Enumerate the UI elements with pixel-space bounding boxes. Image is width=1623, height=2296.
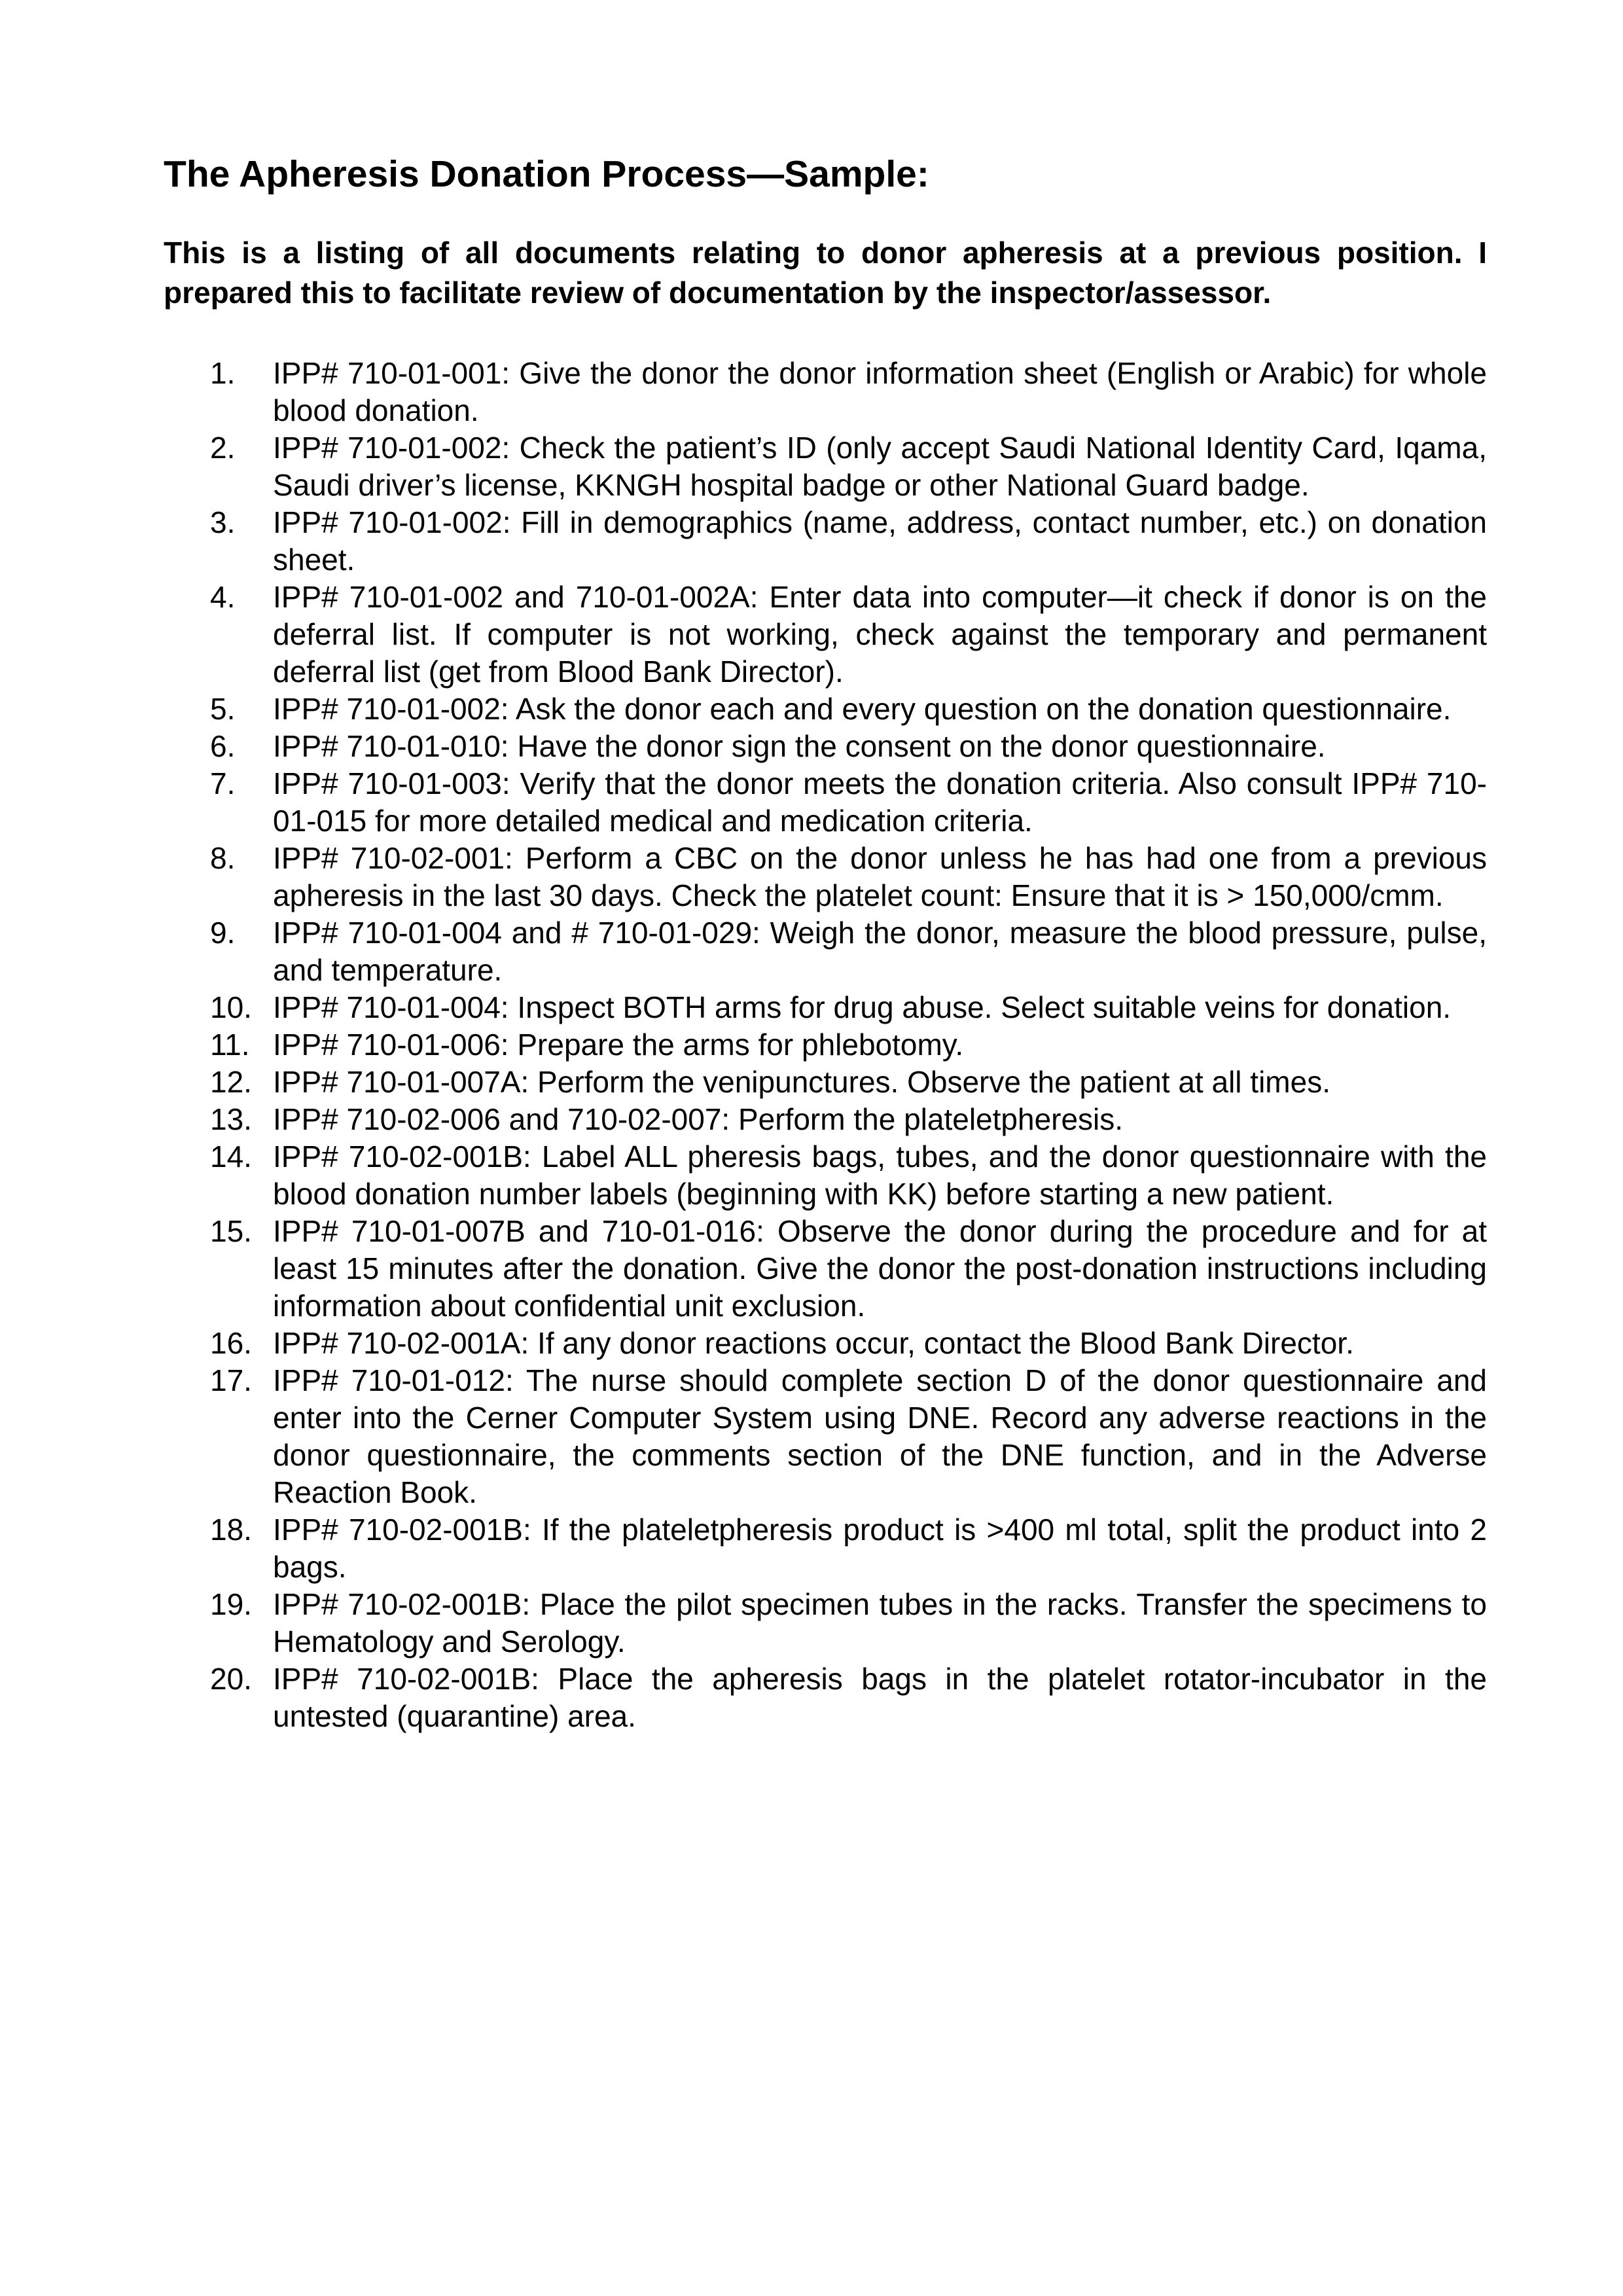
page-title: The Apheresis Donation Process—Sample: bbox=[164, 153, 929, 195]
list-item-text: IPP# 710-01-002: Fill in demographics (name, address, contact number, etc.) on donation sheet. bbox=[273, 505, 1487, 577]
list-item-text: IPP# 710-01-004: Inspect BOTH arms for drug abuse. Select suitable veins for donation. bbox=[273, 990, 1452, 1024]
list-item bbox=[210, 989, 1487, 1026]
list-item-number: 9. bbox=[210, 916, 236, 950]
list-item bbox=[210, 1101, 1487, 1138]
list-item-number: 13. bbox=[210, 1102, 252, 1136]
list-item-text: IPP# 710-01-007A: Perform the venipunctures. Observe the patient at all times. bbox=[273, 1065, 1330, 1099]
list-item bbox=[210, 840, 1487, 914]
list-item-text: IPP# 710-02-006 and 710-02-007: Perform the plateletpheresis. bbox=[273, 1102, 1124, 1136]
list-item bbox=[210, 765, 1487, 840]
list-item-text: IPP# 710-01-003: Verify that the donor meets the donation criteria. Also consult IPP# 710-01-015 for more detailed medical and medication criteria. bbox=[273, 766, 1487, 838]
list-item-text: IPP# 710-01-002: Check the patient’s ID (only accept Saudi National Identity Card, Iqama, Saudi driver’s license, KKNGH hospital badge or other National Guard badge. bbox=[273, 431, 1487, 502]
list-item bbox=[210, 1660, 1487, 1735]
list-item-text: IPP# 710-02-001A: If any donor reactions occur, contact the Blood Bank Director. bbox=[273, 1326, 1354, 1360]
list-item bbox=[210, 691, 1487, 728]
list-item-number: 19. bbox=[210, 1587, 252, 1621]
list-item-number: 18. bbox=[210, 1513, 252, 1547]
list-item bbox=[210, 1586, 1487, 1660]
list-item-text: IPP# 710-01-002 and 710-01-002A: Enter data into computer—it check if donor is on the deferral list. If computer is not working, check against the temporary and permanent deferral list (get from Blood Bank Director). bbox=[273, 580, 1487, 689]
list-item-text: IPP# 710-02-001B: Place the apheresis bags in the platelet rotator-incubator in the untested (quarantine) area. bbox=[273, 1662, 1487, 1733]
list-item-number: 16. bbox=[210, 1326, 252, 1360]
list-item bbox=[210, 1511, 1487, 1586]
list-item-number: 14. bbox=[210, 1139, 252, 1174]
list-item-number: 20. bbox=[210, 1662, 252, 1696]
list-item bbox=[210, 1138, 1487, 1213]
numbered-list bbox=[164, 355, 1487, 1735]
list-item-number: 5. bbox=[210, 692, 236, 726]
list-item-number: 1. bbox=[210, 356, 236, 390]
list-item bbox=[210, 1026, 1487, 1064]
list-item-text: IPP# 710-02-001B: Place the pilot specimen tubes in the racks. Transfer the specimens to Hematology and Serology. bbox=[273, 1587, 1487, 1659]
list-item-number: 17. bbox=[210, 1363, 252, 1397]
list-item-text: IPP# 710-01-001: Give the donor the donor information sheet (English or Arabic) for whole blood donation. bbox=[273, 356, 1487, 427]
list-item bbox=[210, 429, 1487, 504]
list-item-number: 8. bbox=[210, 841, 236, 875]
intro-paragraph: This is a listing of all documents relating to donor apheresis at a previous position. I prepared this to facilitate review of documentation by the inspector/assessor. bbox=[164, 236, 1487, 310]
list-item bbox=[210, 728, 1487, 765]
list-item-text: IPP# 710-01-002: Ask the donor each and every question on the donation questionnaire. bbox=[273, 692, 1452, 726]
list-item-number: 11. bbox=[210, 1028, 250, 1062]
list-item-text: IPP# 710-02-001B: Label ALL pheresis bags, tubes, and the donor questionnaire with the blood donation number labels (beginning with KK) before starting a new patient. bbox=[273, 1139, 1487, 1211]
list-item bbox=[210, 1064, 1487, 1101]
list-item bbox=[210, 1325, 1487, 1362]
list-item-text: IPP# 710-01-007B and 710-01-016: Observe the donor during the procedure and for at least 15 minutes after the donation. Give the donor the post-donation instructions including information about confidential unit exclusion. bbox=[273, 1214, 1487, 1323]
list-item bbox=[210, 579, 1487, 691]
list-item-number: 7. bbox=[210, 766, 236, 800]
list-item-number: 3. bbox=[210, 505, 236, 539]
list-item bbox=[210, 355, 1487, 429]
list-item-number: 15. bbox=[210, 1214, 252, 1248]
list-item-text: IPP# 710-01-012: The nurse should complete section D of the donor questionnaire and enter into the Cerner Computer System using DNE. Record any adverse reactions in the donor questionnaire, the comments section of the DNE function, and in the Adverse Reaction Book. bbox=[273, 1363, 1487, 1509]
list-item-number: 6. bbox=[210, 729, 236, 763]
list-item bbox=[210, 914, 1487, 989]
list-item-number: 4. bbox=[210, 580, 236, 614]
list-item bbox=[210, 1362, 1487, 1511]
list-item-text: IPP# 710-01-006: Prepare the arms for phlebotomy. bbox=[273, 1028, 964, 1062]
list-item-text: IPP# 710-01-010: Have the donor sign the consent on the donor questionnaire. bbox=[273, 729, 1326, 763]
list-item-number: 2. bbox=[210, 431, 236, 465]
list-item-number: 10. bbox=[210, 990, 252, 1024]
list-item-text: IPP# 710-02-001B: If the plateletpheresis product is >400 ml total, split the product into 2 bags. bbox=[273, 1513, 1487, 1584]
list-item bbox=[210, 504, 1487, 579]
list-item bbox=[210, 1213, 1487, 1325]
list-item-text: IPP# 710-02-001: Perform a CBC on the donor unless he has had one from a previous apheresis in the last 30 days. Check the platelet count: Ensure that it is > 150,000/cmm. bbox=[273, 841, 1487, 912]
list-item-number: 12. bbox=[210, 1065, 252, 1099]
list-item-text: IPP# 710-01-004 and # 710-01-029: Weigh the donor, measure the blood pressure, pulse, and temperature. bbox=[273, 916, 1487, 987]
